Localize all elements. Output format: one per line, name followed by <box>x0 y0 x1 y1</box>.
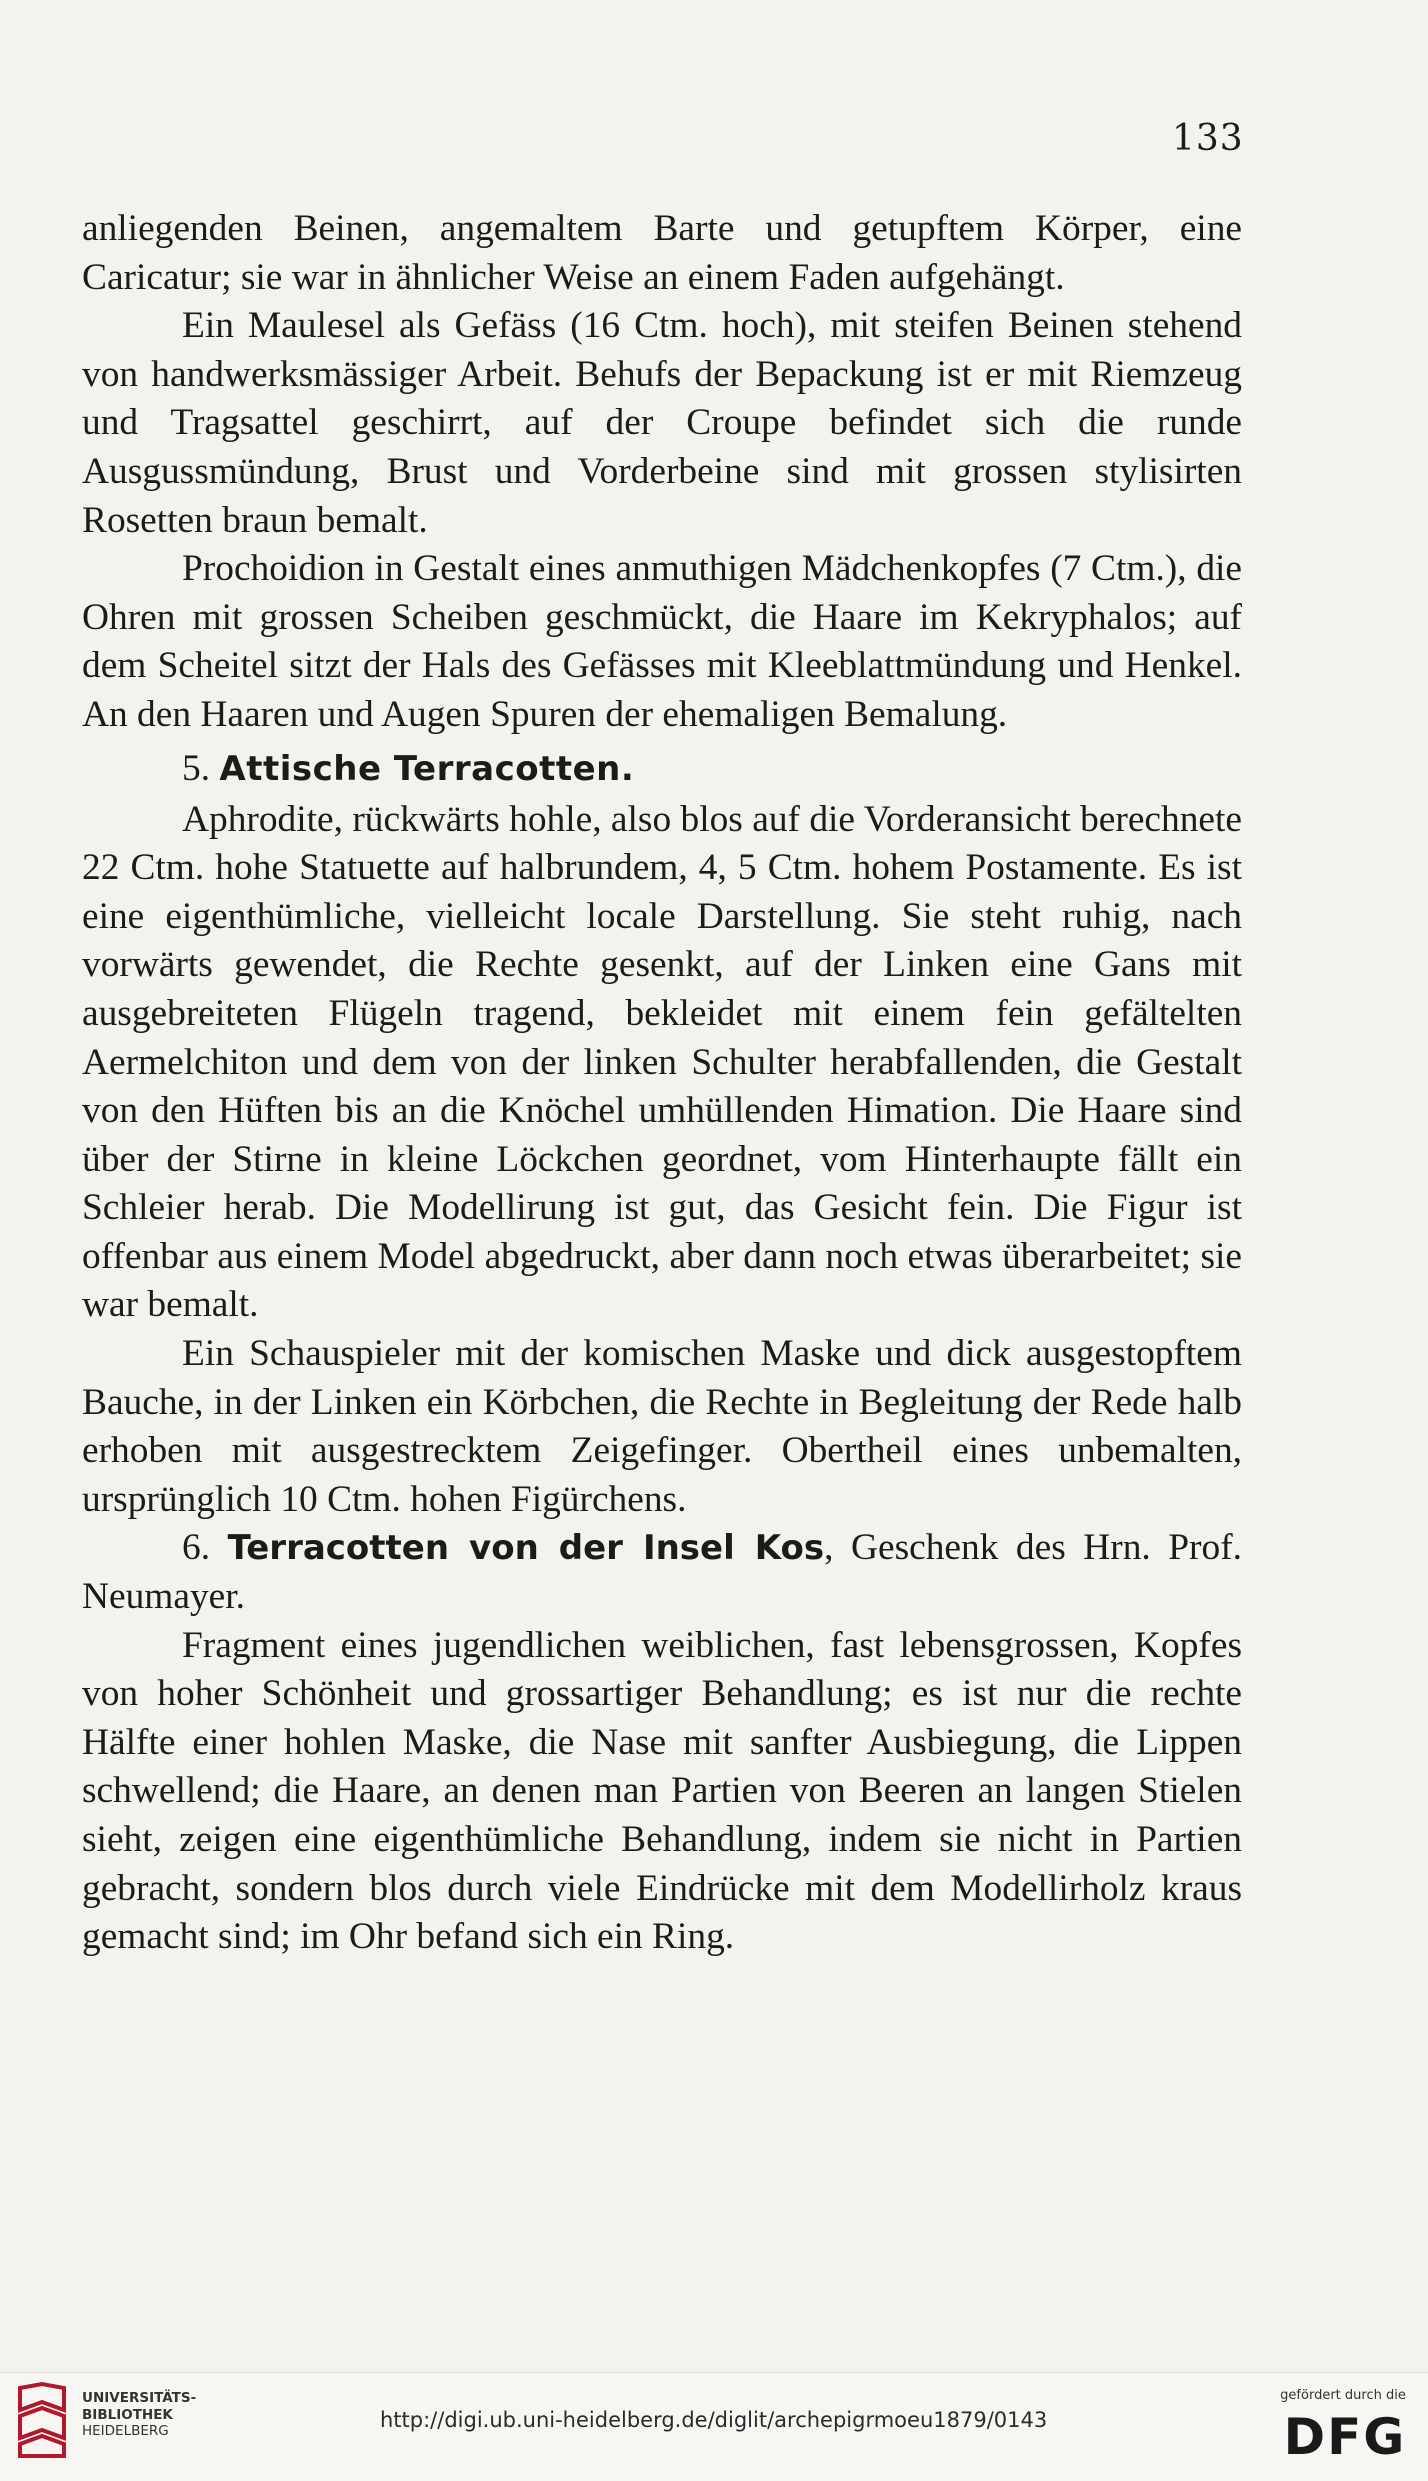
section-number-6: 6. <box>182 1527 211 1569</box>
library-line-3: HEIDELBERG <box>82 2423 169 2439</box>
paragraph-aphrodite: Aphrodite, rückwärts hohle, also blos auf die Vorderansicht berechnete 22 Ctm. hohe Statuette auf halbrundem, 4, 5 Ctm. hohem Postamente. Es ist eine eigenthümliche, vielleicht locale Darstellung. Sie steht ruhig, nach vorwärts gewendet, die Rechte gesenkt, auf der Linken eine Gans mit ausgebreiteten Flügeln tragend, bekleidet mit einem fein gefältelten Aermelchiton und dem von der linken Schulter herabfallenden, die Gestalt von den Hüften bis an die Knöchel umhüllenden Himation. Die Haare sind über der Stirne in kleine Löckchen geordnet, vom Hinterhaupte fällt ein Schleier herab. Die Modellirung ist gut, das Gesicht fein. Die Figur ist offenbar aus einem Model abgedruckt, aber dann noch etwas überarbeitet; sie war bemalt. <box>82 798 1242 1326</box>
library-name <box>82 2390 196 2440</box>
section-6-donor: , Geschenk des Hrn. Prof. Neumayer. <box>82 1527 1242 1618</box>
body-text <box>82 205 1242 1962</box>
section-heading-6 <box>82 1524 1242 1621</box>
university-logo-icon <box>12 2380 72 2460</box>
paragraph-schauspieler: Ein Schauspieler mit der komischen Maske und dick ausgestopftem Bauche, in der Linken ein Körbchen, die Rechte in Begleitung der Rede halb erhoben mit ausgestrecktem Zeigefinger. Obertheil eines unbemalten, ursprünglich 10 Ctm. hohen Figürchens. <box>82 1333 1242 1520</box>
paragraph-continuation: anliegenden Beinen, angemaltem Barte und getupftem Körper, eine Caricatur; sie war in ähnlicher Weise an einem Faden aufgehängt. <box>82 208 1242 298</box>
library-line-1: UNIVERSITÄTS- <box>82 2390 197 2406</box>
page-number: 133 <box>1172 118 1244 159</box>
section-heading-5 <box>82 744 1242 794</box>
paragraph-prochoidion: Prochoidion in Gestalt eines anmuthigen Mädchenkopfes (7 Ctm.), die Ohren mit grossen Scheiben geschmückt, die Haare im Kekryphalos; auf dem Scheitel sitzt der Hals des Gefässes mit Kleeblattmündung und Henkel. An den Haaren und Augen Spuren der ehemaligen Bemalung. <box>82 548 1242 735</box>
dfg-logo: DFG <box>1283 2408 1407 2466</box>
paragraph-maulesel: Ein Maulesel als Gefäss (16 Ctm. hoch), mit steifen Beinen stehend von handwerksmässiger Arbeit. Behufs der Bepackung ist er mit Riemzeug und Tragsattel geschirrt, auf der Croupe befindet sich die runde Ausgussmündung, Brust und Vorderbeine sind mit grossen stylisirten Rosetten braun bemalt. <box>82 305 1242 541</box>
section-title-6: Terracotten von der Insel Kos <box>227 1528 825 1569</box>
library-line-2: BIBLIOTHEK <box>82 2406 173 2423</box>
section-number-5: 5. <box>182 747 211 789</box>
paragraph-fragment: Fragment eines jugendlichen weiblichen, fast lebensgrossen, Kopfes von hoher Schönheit und grossartiger Behandlung; es ist nur die rechte Hälfte einer hohlen Maske, die Nase mit sanfter Ausbiegung, die Lippen schwellend; die Haare, an denen man Partien von Beeren an langen Stielen sieht, zeigen eine eigenthümliche Behandlung, indem sie nicht in Partien gebracht, sondern blos durch viele Eindrücke mit dem Modellirholz kraus gemacht sind; im Ohr befand sich ein Ring. <box>82 1624 1242 1958</box>
section-title-5: Attische Terracotten. <box>219 748 635 789</box>
source-url-link[interactable]: http://digi.ub.uni-heidelberg.de/diglit/archepigrmoeu1879/0143 <box>380 2408 1048 2432</box>
funded-by-label: gefördert durch die <box>1280 2388 1406 2403</box>
